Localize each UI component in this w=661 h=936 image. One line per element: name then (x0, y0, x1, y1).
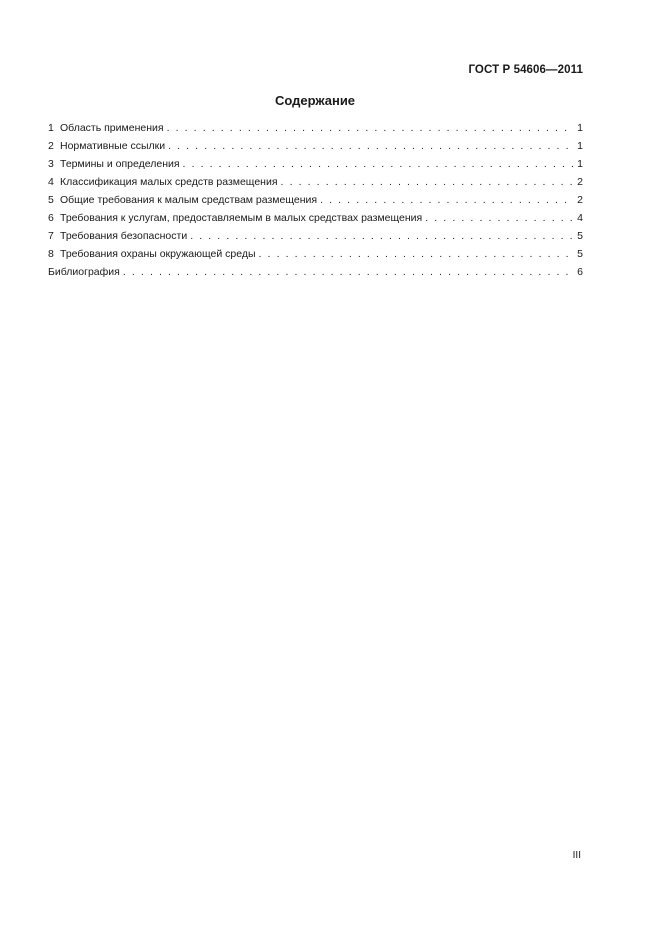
toc-entry-title: Требования к услугам, предоставляемым в малых средствах размещения (60, 212, 423, 224)
toc-entry[interactable] (48, 191, 583, 209)
toc-entry-title: Библиография (48, 266, 120, 278)
toc-dot-leader (168, 137, 574, 155)
toc-entry-page: 2 (577, 194, 583, 206)
toc-entry[interactable] (48, 227, 583, 245)
toc-entry[interactable] (48, 137, 583, 155)
toc-entry-page: 5 (577, 230, 583, 242)
toc-entry[interactable] (48, 209, 583, 227)
toc-entry-number: 1 (48, 122, 54, 134)
toc-entry-number: 7 (48, 230, 54, 242)
toc-entry-number: 2 (48, 140, 54, 152)
toc-entry-title: Термины и определения (60, 158, 180, 170)
table-of-contents (48, 119, 583, 281)
toc-entry-title: Нормативные ссылки (60, 140, 166, 152)
toc-entry-number: 3 (48, 158, 54, 170)
toc-entry-bibliography[interactable] (48, 263, 583, 281)
toc-entry-title: Требования безопасности (60, 230, 188, 242)
toc-entry-title: Общие требования к малым средствам размещения (60, 194, 318, 206)
toc-dot-leader (167, 119, 574, 137)
toc-dot-leader (183, 155, 574, 173)
toc-dot-leader (190, 227, 574, 245)
toc-heading: Содержание (274, 93, 356, 108)
toc-entry-page: 1 (577, 158, 583, 170)
toc-entry-page: 2 (577, 176, 583, 188)
toc-dot-leader (259, 245, 575, 263)
toc-entry-page: 6 (577, 266, 583, 278)
toc-entry[interactable] (48, 119, 583, 137)
toc-entry-number: 6 (48, 212, 54, 224)
toc-entry-title: Область применения (60, 122, 164, 134)
toc-entry-title: Классификация малых средств размещения (60, 176, 278, 188)
toc-entry-title: Требования охраны окружающей среды (60, 248, 256, 260)
toc-entry-number: 5 (48, 194, 54, 206)
toc-entry[interactable] (48, 173, 583, 191)
toc-entry-page: 4 (577, 212, 583, 224)
toc-entry[interactable] (48, 245, 583, 263)
toc-entry-number: 8 (48, 248, 54, 260)
toc-dot-leader (320, 191, 574, 209)
toc-entry-page: 1 (577, 140, 583, 152)
toc-entry[interactable] (48, 155, 583, 173)
toc-dot-leader (425, 209, 574, 227)
toc-entry-page: 1 (577, 122, 583, 134)
document-code: ГОСТ Р 54606—2011 (468, 64, 583, 76)
toc-entry-page: 5 (577, 248, 583, 260)
toc-entry-number: 4 (48, 176, 54, 188)
toc-dot-leader (123, 263, 574, 281)
toc-dot-leader (281, 173, 574, 191)
page-number: III (572, 850, 581, 861)
